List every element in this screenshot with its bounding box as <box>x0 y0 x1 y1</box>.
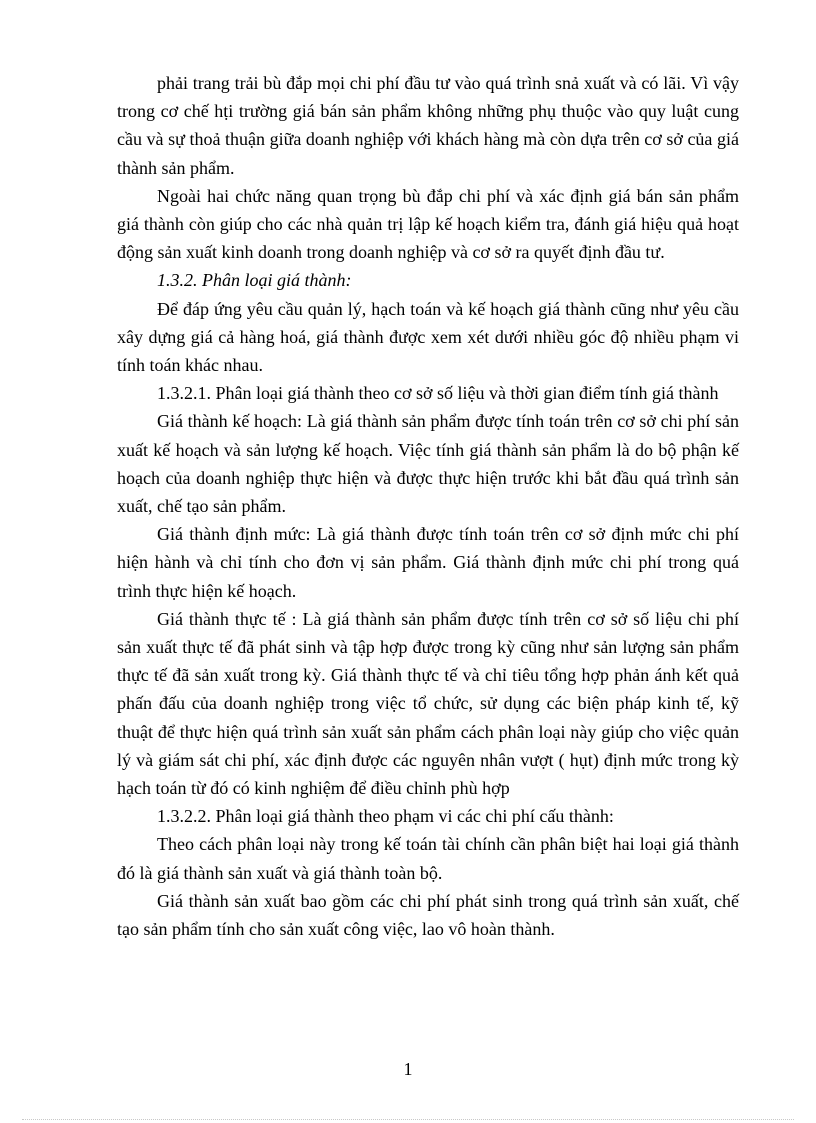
continuation-first-line: phải trang trải bù đắp mọi chi phí đầu tư vào quá trình snả xuất và có lãi. <box>157 73 686 93</box>
paragraph: Để đáp ứng yêu cầu quản lý, hạch toán và kế hoạch giá thành cũng như yêu cầu xây dựng giá cả hàng hoá, giá thành được xem xét dưới nhiều góc độ nhiều phạm vi tính toán khác nhau. <box>117 298 739 376</box>
paragraph: Giá thành sản xuất bao gồm các chi phí phát sinh trong quá trình sản xuất, chế tạo sản phẩm tính cho sản xuất công việc, lao vô hoàn thành. <box>117 890 739 940</box>
continuation-rest: Vì vậy trong cơ chế hṭi trường giá bán sản phẩm không những phụ thuộc vào quy luật cung cầu và sự thoả thuận giữa doanh nghiệp với khách hàng mà còn dựa trên cơ sở của giá thành sản phẩm. <box>117 73 739 178</box>
section-heading: 1.3.2. Phân loại giá thành: <box>157 270 352 291</box>
paragraph: Giá thành định mức: Là giá thành được tính toán trên cơ sở định mức chi phí hiện hành và chỉ tính cho đơn vị sản phẩm. Giá thành định mức chi phí trong quá trình thực hiện kế hoạch. <box>117 524 739 601</box>
subsection-heading: 1.3.2.1. Phân loại giá thành theo cơ sở số liệu và thời gian điểm tính giá thành <box>157 383 719 404</box>
paragraph: Giá thành thực tế : Là giá thành sản phẩm được tính trên cơ sở số liệu chi phí sản xuất thực tế đã phát sinh và tập hợp được trong kỳ cũng như sản lượng sản phẩm thực tế đã sản xuất trong kỳ. Giá thành thực tế và chỉ tiêu tổng hợp phản ánh kết quả phấn đấu của doanh nghiệp trong việc tổ chức, sử dụng các biện pháp kinh tế, kỹ thuật để thực hiện quá trình sản xuất sản phẩm cách phân loại này giúp cho việc quản lý và giám sát chi phí, xác định được các nguyên nhân vượt ( hụt) định mức trong kỳ hạch toán từ đó có kinh nghiệm để điều chỉnh phù hợp <box>117 608 739 799</box>
subsection-heading: 1.3.2.2. Phân loại giá thành theo phạm vi các chi phí cấu thành: <box>157 806 614 827</box>
paragraph: Giá thành kế hoạch: Là giá thành sản phẩm được tính toán trên cơ sở chi phí sản xuất kế hoạch và sản lượng kế hoạch. Việc tính giá thành sản phẩm là do bộ phận kế hoạch của doanh nghiệp thực hiện và được thực hiện trước khi bắt đầu quá trình sản xuất, chế tạo sản phẩm. <box>117 411 739 517</box>
page-bottom-divider <box>22 1119 794 1120</box>
paragraph: Ngoài hai chức năng quan trọng bù đắp chi phí và xác định giá bán sản phẩm giá thành còn giúp cho các nhà quản trị lập kế hoạch kiểm tra, đánh giá hiệu quả hoạt động sản xuất kinh doanh trong doanh nghiệp và cơ sở ra quyết định đầu tư. <box>117 185 739 263</box>
paragraph: Theo cách phân loại này trong kế toán tài chính cần phân biệt hai loại giá thành đó là giá thành sản xuất và giá thành toàn bộ. <box>117 834 739 883</box>
paragraph-continuation <box>117 69 739 182</box>
page-number: 1 <box>403 1059 413 1079</box>
document-page <box>117 69 739 943</box>
